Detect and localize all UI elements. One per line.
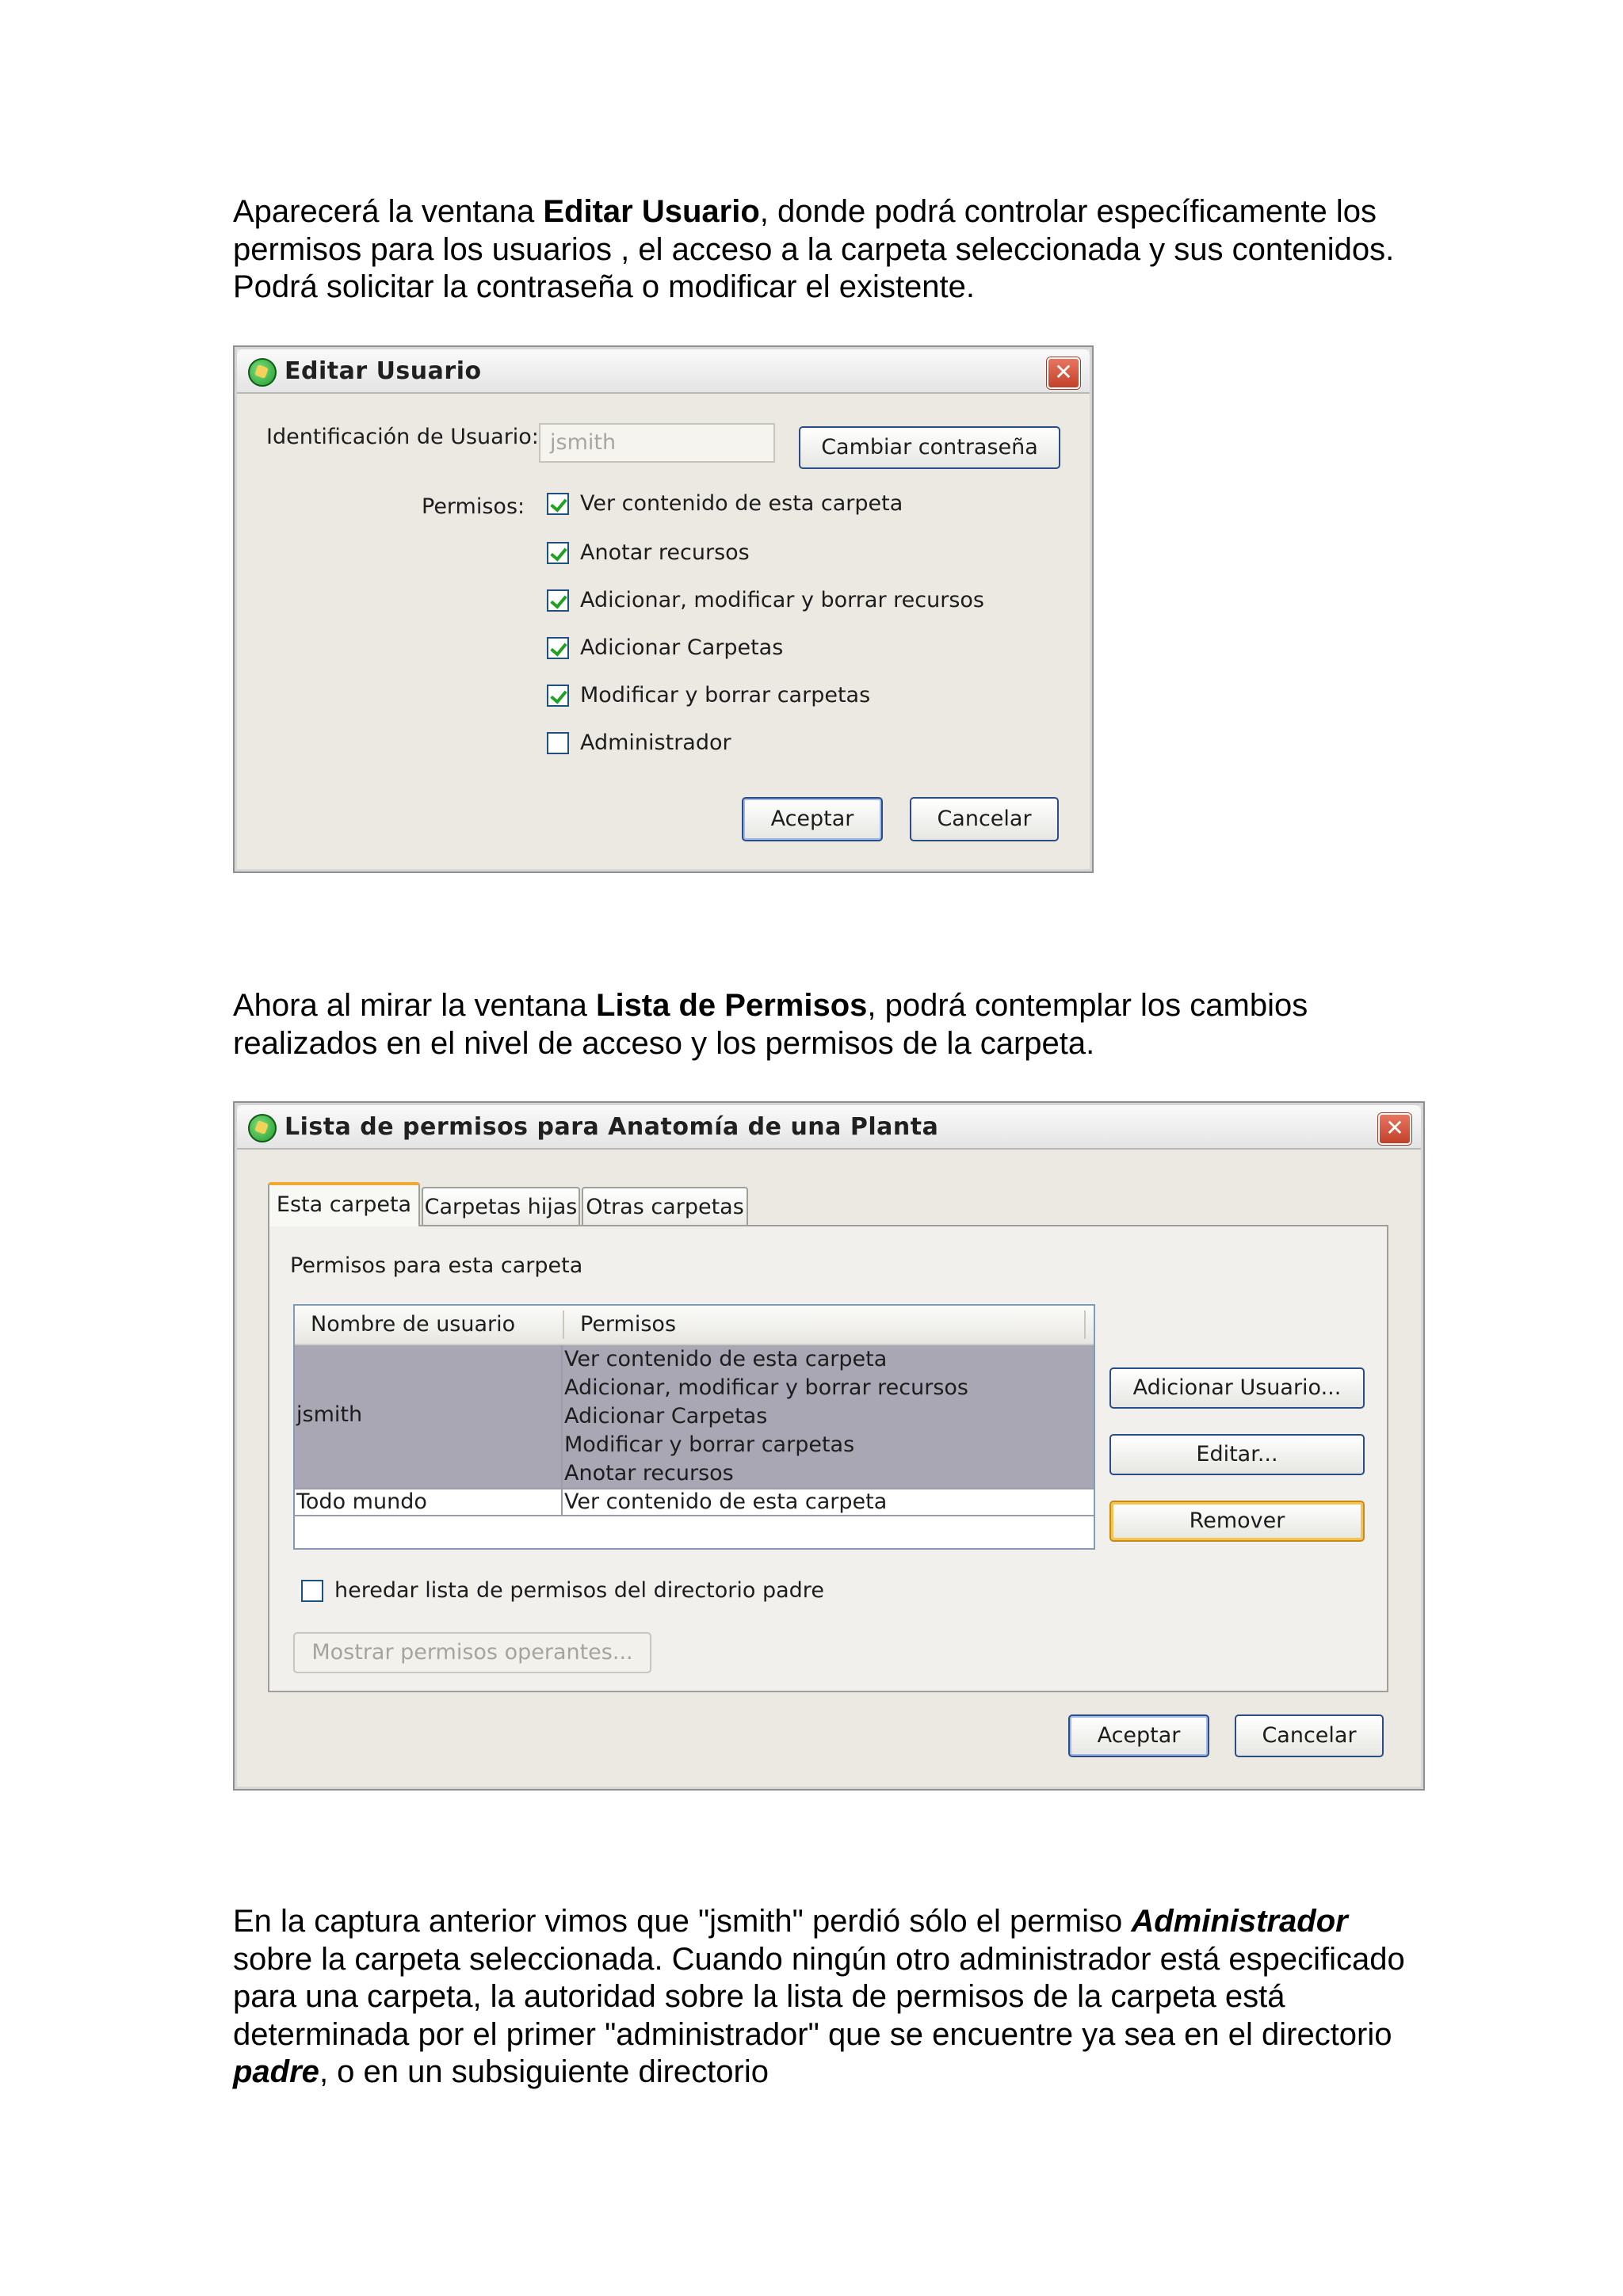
permissions-table[interactable] (293, 1304, 1095, 1550)
permission-cell: Anotar recursos (564, 1461, 734, 1486)
paragraph-text: , podrá contemplar los cambios realizados en el nivel de acceso y los permisos de la carpeta. (233, 988, 1308, 1061)
column-divider (563, 1310, 564, 1339)
checkbox-label: Adicionar, modificar y borrar recursos (580, 588, 984, 612)
table-row[interactable] (295, 1345, 1094, 1488)
tab-panel (268, 1225, 1388, 1692)
user-id-label: Identificación de Usuario: (266, 425, 539, 449)
column-divider (1084, 1310, 1086, 1339)
user-cell: Todo mundo (296, 1489, 427, 1514)
paragraph-bold-italic: padre (233, 2054, 319, 2089)
paragraph-text: En la captura anterior vimos que "jsmith" perdió sólo el permiso (233, 1904, 1132, 1939)
change-password-button[interactable]: Cambiar contraseña (799, 426, 1060, 469)
user-id-field: jsmith (539, 423, 775, 463)
checkbox-label: Modificar y borrar carpetas (580, 683, 871, 707)
dialog-title: Editar Usuario (285, 357, 482, 385)
inherit-checkbox-label: heredar lista de permisos del directorio padre (334, 1578, 824, 1603)
edit-user-dialog (233, 345, 1094, 873)
section-label: Permisos para esta carpeta (290, 1253, 583, 1278)
permissions-list-dialog (233, 1101, 1425, 1791)
checkbox[interactable] (547, 637, 569, 659)
title-bar (237, 349, 1090, 394)
ok-button[interactable]: Aceptar (1068, 1714, 1209, 1757)
app-icon (248, 358, 277, 387)
paragraph-text: Ahora al mirar la ventana (233, 988, 597, 1023)
checkbox-label: Administrador (580, 730, 731, 755)
checkbox-label: Anotar recursos (580, 540, 750, 565)
checkbox-label: Adicionar Carpetas (580, 635, 784, 660)
close-icon[interactable]: ✕ (1047, 357, 1080, 389)
second-paragraph (233, 987, 1422, 1062)
edit-button[interactable]: Editar... (1109, 1434, 1365, 1475)
permission-cell: Adicionar, modificar y borrar recursos (564, 1375, 968, 1400)
cancel-button[interactable]: Cancelar (910, 797, 1059, 841)
title-bar (237, 1105, 1421, 1150)
user-cell: jsmith (296, 1402, 363, 1427)
closing-paragraph (233, 1903, 1422, 2092)
ok-button[interactable]: Aceptar (742, 797, 883, 841)
remove-button[interactable]: Remover (1109, 1501, 1365, 1542)
checkbox[interactable] (547, 685, 569, 707)
paragraph-text: , o en un subsiguiente directorio (319, 2054, 769, 2089)
permission-cell: Ver contenido de esta carpeta (564, 1489, 888, 1514)
permissions-label: Permisos: (422, 494, 525, 519)
tab-otras-carpetas[interactable]: Otras carpetas (582, 1187, 748, 1226)
column-divider (561, 1345, 563, 1516)
checkbox[interactable] (547, 542, 569, 564)
app-icon (248, 1114, 277, 1142)
checkbox[interactable] (547, 732, 569, 754)
close-icon[interactable]: ✕ (1378, 1113, 1411, 1145)
paragraph-bold: Editar Usuario (543, 194, 760, 229)
paragraph-bold-italic: Administrador (1131, 1904, 1348, 1939)
permission-cell: Adicionar Carpetas (564, 1404, 768, 1428)
table-header (295, 1306, 1094, 1345)
checkbox-label: Ver contenido de esta carpeta (580, 491, 903, 516)
tab-esta-carpeta[interactable]: Esta carpeta (268, 1182, 420, 1226)
paragraph-text: sobre la carpeta seleccionada. Cuando ningún otro administrador está especificado para una carpeta, la autoridad sobre la lista de permisos de la carpeta está determinada por el primer "administrador" que se encuentre ya sea en el directorio (233, 1941, 1405, 2052)
column-header-user[interactable]: Nombre de usuario (311, 1312, 516, 1337)
dialog-title: Lista de permisos para Anatomía de una Planta (285, 1113, 939, 1141)
paragraph-text: Aparecerá la ventana (233, 194, 544, 229)
checkbox[interactable] (547, 493, 569, 515)
show-effective-permissions-button: Mostrar permisos operantes... (293, 1632, 651, 1673)
cancel-button[interactable]: Cancelar (1235, 1714, 1384, 1757)
paragraph-text: , donde podrá controlar específicamente los permisos para los usuarios , el acceso a la carpeta seleccionada y sus contenidos. Podrá solicitar la contraseña o modificar el existente. (233, 194, 1395, 304)
column-header-permissions[interactable]: Permisos (580, 1312, 677, 1337)
paragraph-bold: Lista de Permisos (596, 988, 868, 1023)
add-user-button[interactable]: Adicionar Usuario... (1109, 1367, 1365, 1409)
table-row[interactable] (295, 1488, 1094, 1516)
checkbox[interactable] (547, 589, 569, 612)
permission-cell: Ver contenido de esta carpeta (564, 1347, 888, 1371)
permission-cell: Modificar y borrar carpetas (564, 1432, 855, 1457)
intro-paragraph (233, 193, 1422, 307)
tab-carpetas-hijas[interactable]: Carpetas hijas (422, 1187, 580, 1226)
inherit-checkbox[interactable] (301, 1580, 323, 1602)
